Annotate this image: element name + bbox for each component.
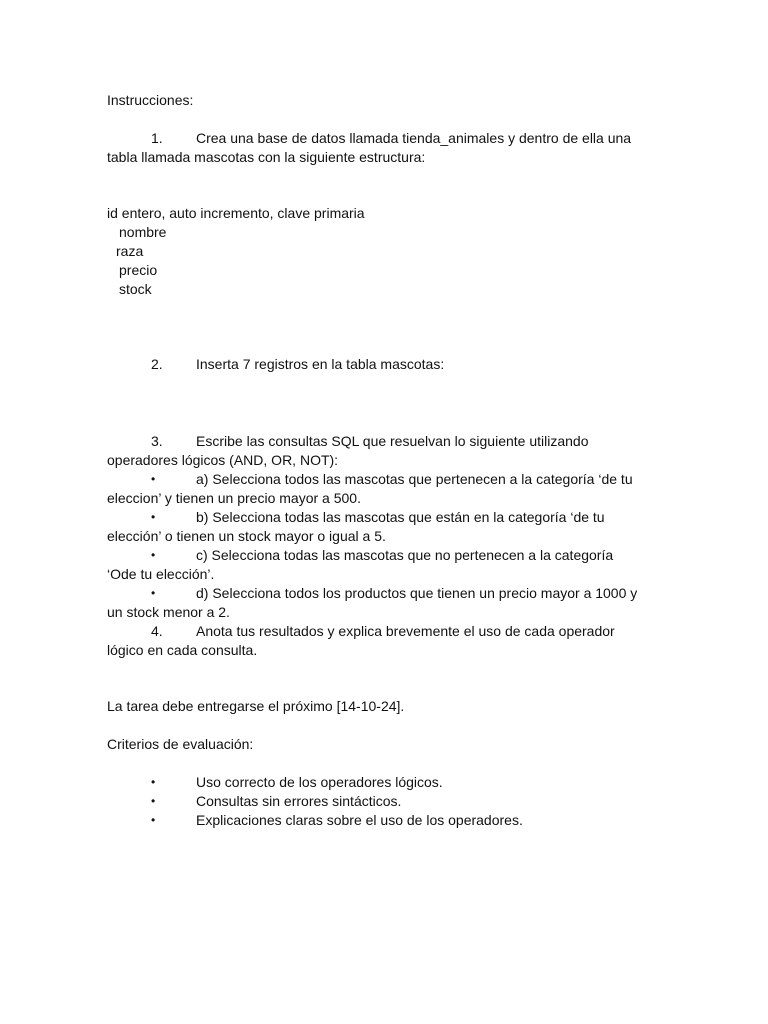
item-1-text-line-2: tabla llamada mascotas con la siguiente estructura: bbox=[107, 149, 426, 165]
subitem-a-line-1: a) Selecciona todos las mascotas que pertenecen a la categoría ‘de tu bbox=[196, 471, 633, 487]
criteria-heading: Criterios de evaluación: bbox=[107, 736, 254, 752]
subitem-c-line-1: c) Selecciona todas las mascotas que no pertenecen a la categoría bbox=[196, 547, 614, 563]
item-2-number: 2. bbox=[151, 356, 163, 372]
subitem-b-line-1: b) Selecciona todas las mascotas que están en la categoría ‘de tu bbox=[196, 509, 605, 525]
field-id: id entero, auto incremento, clave primaria bbox=[107, 205, 365, 221]
field-precio: precio bbox=[119, 262, 158, 278]
subitem-a-line-2: eleccion’ y tienen un precio mayor a 500. bbox=[107, 490, 361, 506]
subitem-c-line-2: ‘Ode tu elección’. bbox=[107, 566, 215, 582]
field-nombre: nombre bbox=[119, 224, 167, 240]
bullet-icon: • bbox=[151, 775, 156, 789]
item-3-number: 3. bbox=[151, 433, 163, 449]
criteria-item-2: Consultas sin errores sintácticos. bbox=[196, 793, 402, 809]
bullet-icon: • bbox=[151, 813, 156, 827]
instructions-heading: Instrucciones: bbox=[107, 92, 194, 108]
item-4-text-line-1: Anota tus resultados y explica brevemente el uso de cada operador bbox=[196, 623, 615, 639]
item-1-text-line-1: Crea una base de datos llamada tienda_animales y dentro de ella una bbox=[196, 130, 632, 146]
deadline-text: La tarea debe entregarse el próximo [14-10-24]. bbox=[107, 698, 405, 714]
criteria-item-1: Uso correcto de los operadores lógicos. bbox=[196, 774, 443, 790]
bullet-icon: • bbox=[151, 794, 156, 808]
item-3-text-line-2: operadores lógicos (AND, OR, NOT): bbox=[107, 452, 339, 468]
subitem-d-line-1: d) Selecciona todos los productos que tienen un precio mayor a 1000 y bbox=[196, 585, 638, 601]
subitem-b-line-2: elección’ o tienen un stock mayor o igual a 5. bbox=[107, 528, 386, 544]
field-raza: raza bbox=[116, 243, 144, 259]
item-4-text-line-2: lógico en cada consulta. bbox=[107, 642, 258, 658]
bullet-icon: • bbox=[151, 510, 156, 524]
criteria-item-3: Explicaciones claras sobre el uso de los operadores. bbox=[196, 812, 523, 828]
item-4-number: 4. bbox=[151, 623, 163, 639]
subitem-d-line-2: un stock menor a 2. bbox=[107, 604, 230, 620]
item-1-number: 1. bbox=[151, 130, 163, 146]
bullet-icon: • bbox=[151, 586, 156, 600]
bullet-icon: • bbox=[151, 548, 156, 562]
item-2-text: Inserta 7 registros en la tabla mascotas: bbox=[196, 356, 445, 372]
field-stock: stock bbox=[119, 281, 152, 297]
item-3-text-line-1: Escribe las consultas SQL que resuelvan lo siguiente utilizando bbox=[196, 433, 589, 449]
bullet-icon: • bbox=[151, 472, 156, 486]
